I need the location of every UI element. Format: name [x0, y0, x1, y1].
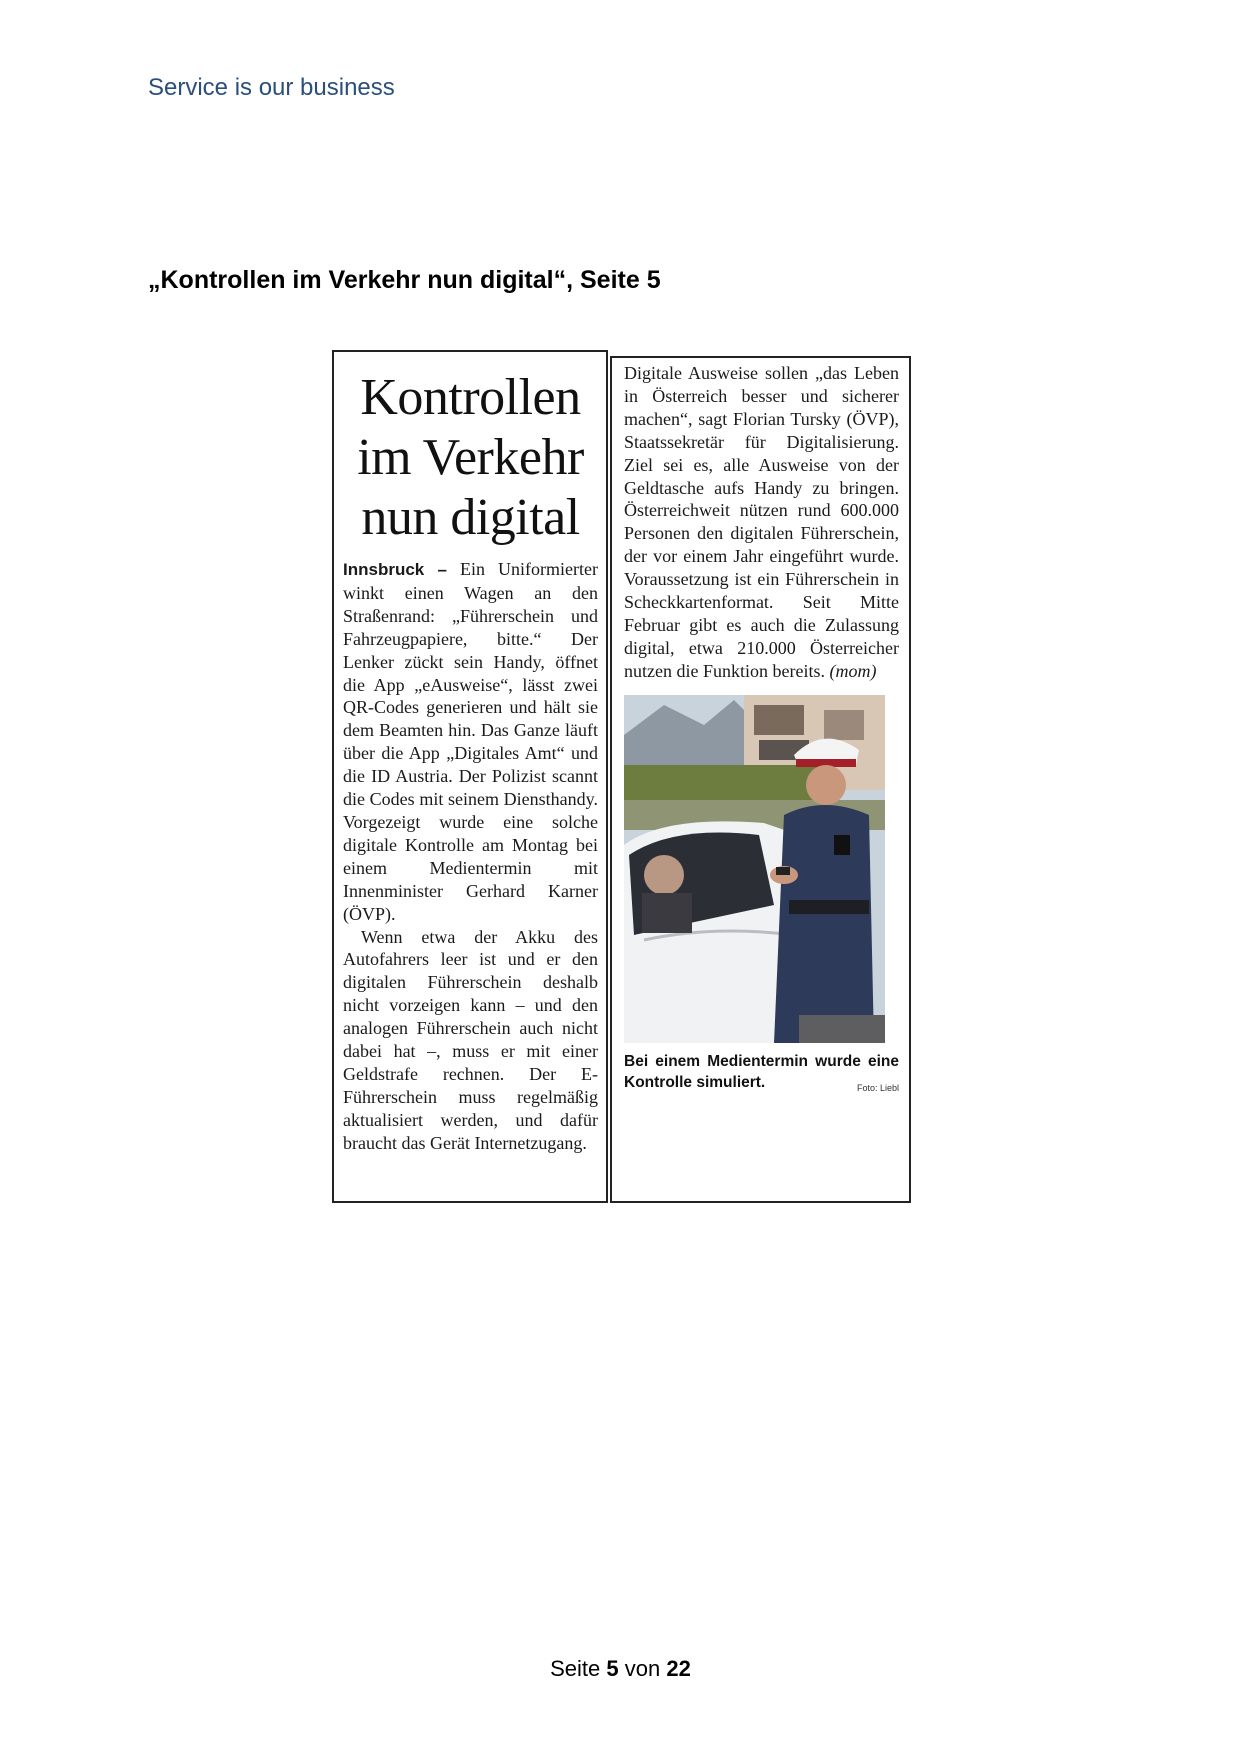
headline-line-2: im Verkehr	[357, 429, 584, 486]
footer-prefix: Seite	[550, 1656, 601, 1681]
article-paragraph-2: Wenn etwa der Akku des Autofahrers leer ist und er den digitalen Führerschein deshalb nicht vorzeigen kann – und den analogen Führerschein auch nicht dabei hat –, muss er mit einer Geldstrafe rechnen. Der E-Führerschein muss regelmäßig aktualisiert werden, und dafür braucht das Gerät Internetzugang.	[343, 926, 598, 1153]
article-clipping-left	[332, 350, 608, 1203]
paragraph-1-text: Ein Uniformierter winkt einen Wagen an den Straßenrand: „Führerschein und Fahrzeugpapiere, bitte.“ Der Lenker zückt sein Handy, öffnet die App „eAusweise“, lässt zwei QR-Codes generieren und hält sie dem Beamten hin. Das Ganze läuft über die App „Digitales Amt“ und die ID Austria. Der Polizist scannt die Codes mit seinem Diensthandy. Vorgezeigt wurde eine solche digitale Kontrolle am Montag bei einem Medientermin mit Innenminister Gerhard Karner (ÖVP).	[343, 559, 599, 924]
caption-text: Bei einem Medientermin wurde eine Kontrolle simuliert.	[624, 1052, 899, 1091]
footer-middle: von	[624, 1656, 661, 1681]
headline-line-3: nun digital	[361, 489, 580, 546]
photo-officer-face	[806, 765, 846, 805]
dateline: Innsbruck –	[343, 560, 447, 579]
header-brand: Service is our business	[148, 74, 395, 101]
photo-officer-uniform	[774, 805, 874, 1043]
article-body-right	[624, 362, 899, 683]
author-initials: (mom)	[829, 660, 877, 681]
photo-caption	[624, 1051, 899, 1093]
article-photo	[624, 695, 885, 1043]
headline-line-1: Kontrollen	[360, 369, 581, 426]
document-heading: „Kontrollen im Verkehr nun digital“, Seite 5	[148, 266, 661, 294]
photo-credit: Foto: Liebl	[856, 1082, 899, 1093]
article-headline	[343, 368, 598, 548]
article-body-left	[343, 558, 598, 1155]
footer-page-number: 5	[606, 1656, 619, 1681]
footer-total-pages: 22	[666, 1656, 691, 1681]
article-clipping-right	[610, 356, 911, 1203]
page-footer	[0, 1656, 1241, 1682]
paragraph-3-text: Digitale Ausweise sollen „das Leben in Österreich besser und sicherer machen“, sagt Florian Tursky (ÖVP), Staatssekretär für Digitalisierung. Ziel sei es, alle Ausweise von der Geldtasche aufs Handy zu bringen. Österreichweit nützen rund 600.000 Personen den digitalen Führerschein, der vor einem Jahr eingeführt wurde. Voraussetzung ist ein Führerschein in Scheckkartenformat. Seit Mitte Februar gibt es auch die Zulassung digital, etwa 210.000 Österreicher nutzen die Funktion bereits.	[624, 363, 899, 681]
article-paragraph-1	[343, 558, 598, 926]
article-paragraph-3	[624, 362, 899, 683]
photo-driver	[644, 855, 684, 895]
